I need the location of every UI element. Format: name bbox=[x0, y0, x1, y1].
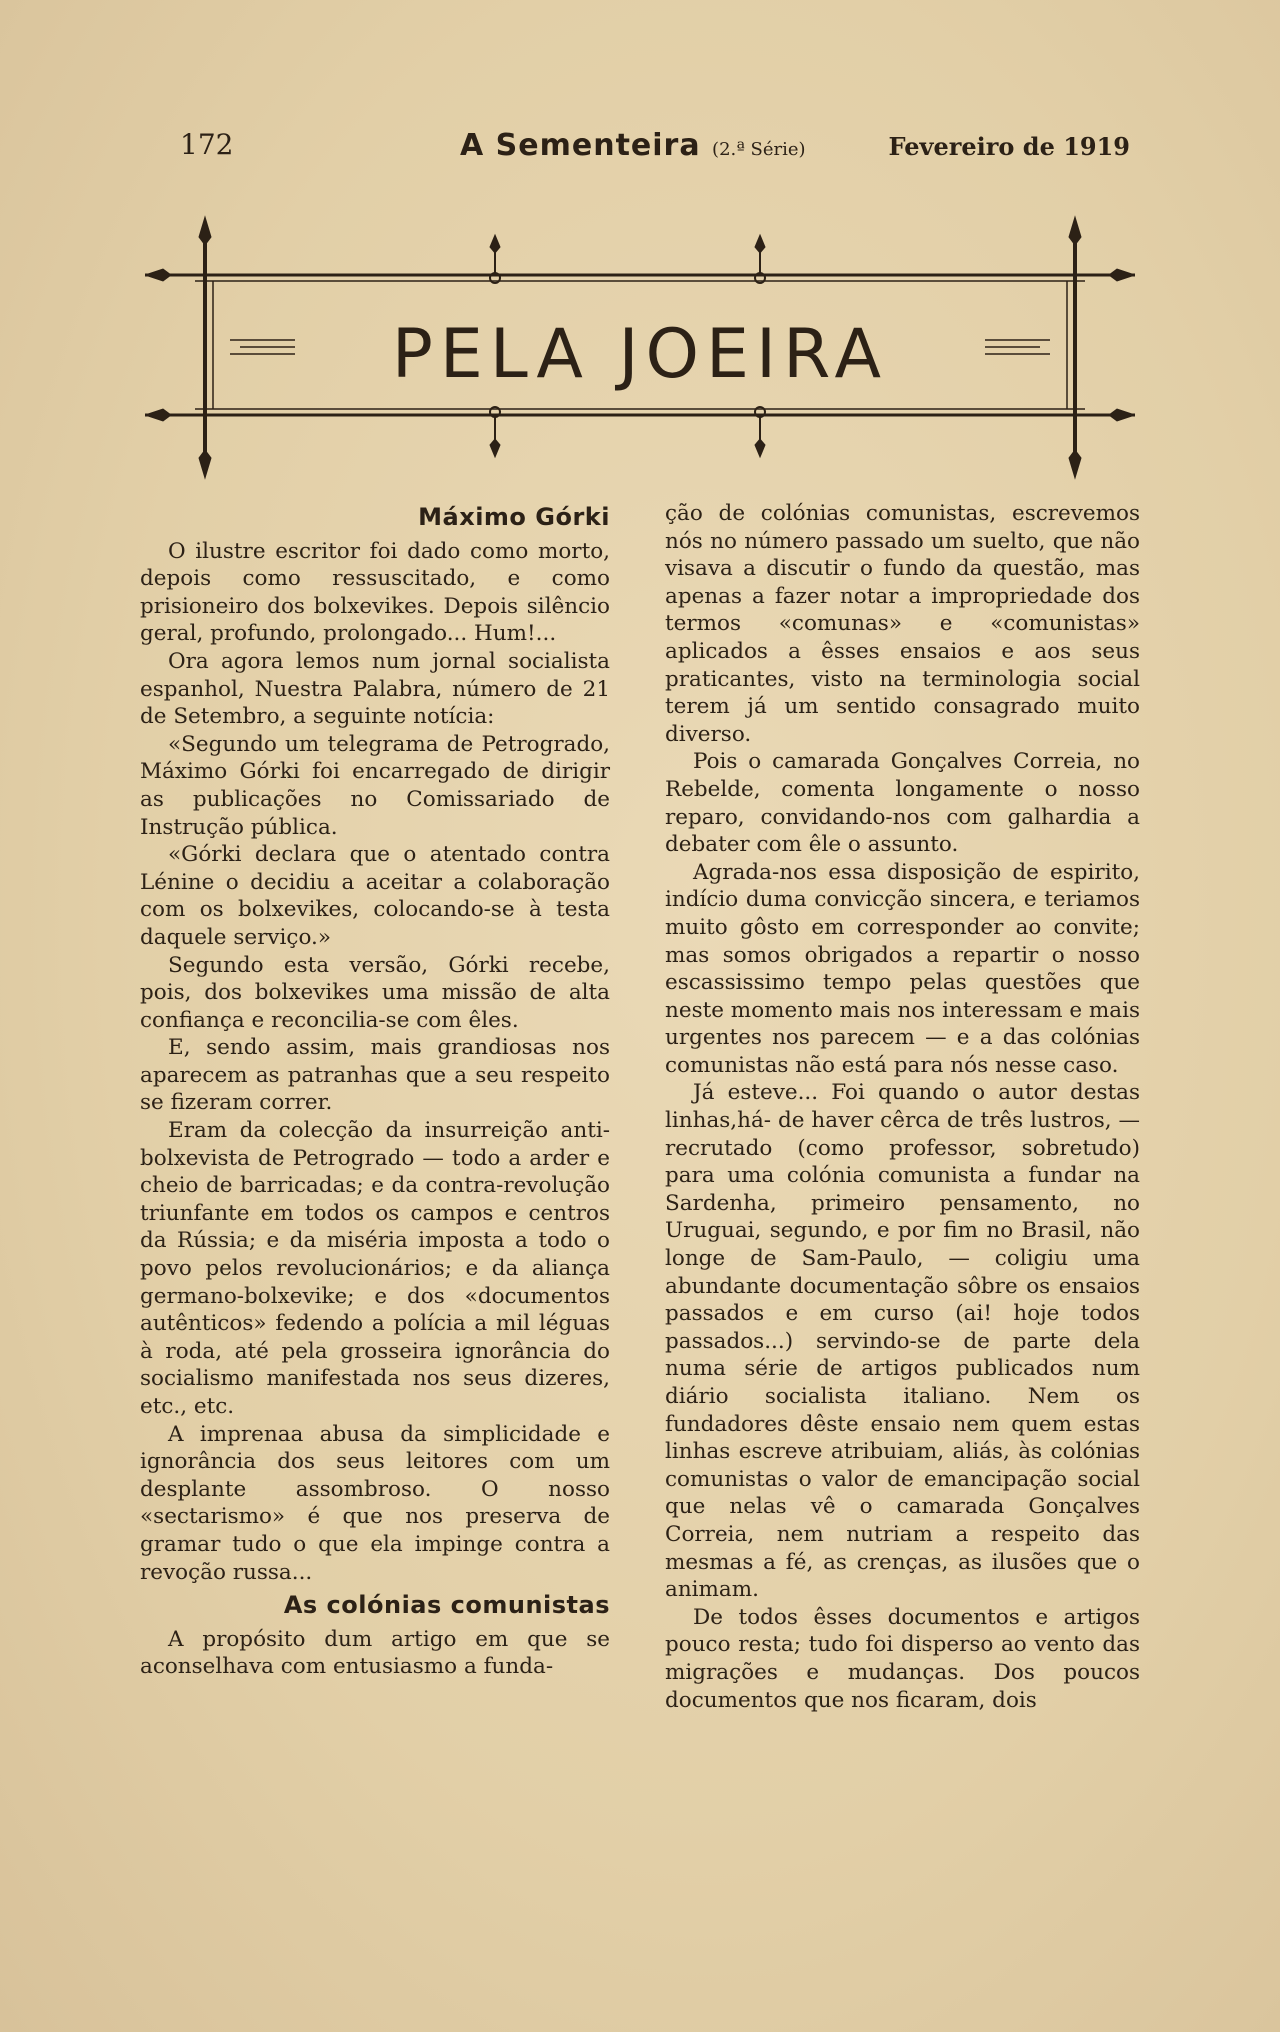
journal-title bbox=[460, 128, 806, 163]
series-label: (2.ª Série) bbox=[712, 139, 806, 160]
left-column bbox=[140, 500, 610, 1681]
section-banner bbox=[145, 215, 1135, 480]
article-paragraph: A imprenaa abusa da simplicidade e ignorância dos seus leitores com um desplante assombroso. O nosso «sectarismo» é que nos preserva de gramar tudo o que ela impinge contra a revoção russa... bbox=[140, 1421, 610, 1585]
article-paragraph: «Segundo um telegrama de Petrogrado, Máximo Górki foi encarregado de dirigir as publicações no Comissariado de Instrução pública. bbox=[140, 731, 610, 840]
issue-date: Fevereiro de 1919 bbox=[888, 132, 1130, 161]
right-column bbox=[665, 500, 1140, 1714]
article-paragraph: Agrada-nos essa disposição de espirito, indício duma convicção sincera, e teriamos muito gôsto em corresponder ao convite; mas somos obrigados a repartir o nosso escassissimo tempo pelas questões que neste momento mais nos interessam e mais urgentes nos parecem — e a das colónias comunistas não está para nós nesse caso. bbox=[665, 859, 1140, 1078]
article-paragraph: E, sendo assim, mais grandiosas nos aparecem as patranhas que a seu respeito se fizeram correr. bbox=[140, 1035, 610, 1116]
article-paragraph: O ilustre escritor foi dado como morto, depois como ressuscitado, e como prisioneiro dos bolxevikes. Depois silêncio geral, profundo, prolongado... Hum!... bbox=[140, 538, 610, 647]
article-heading: As colónias comunistas bbox=[283, 1591, 610, 1620]
article-paragraph: Pois o camarada Gonçalves Correia, no Rebelde, comenta longamente o nosso reparo, convidando-nos com galhardia a debater com êle o assunto. bbox=[665, 749, 1140, 858]
banner-title: PELA JOEIRA bbox=[391, 315, 889, 394]
article-paragraph: Ora agora lemos num jornal socialista espanhol, Nuestra Palabra, número de 21 de Setembro, a seguinte notícia: bbox=[140, 648, 610, 730]
article-paragraph: ção de colónias comunistas, escrevemos nós no número passado um suelto, que não visava a discutir o fundo da questão, mas apenas a fazer notar a impropriedade dos termos «comunas» e «comunistas» aplicados a êsses ensaios e aos seus praticantes, visto na terminologia social terem já um sentido consagrado muito diverso. bbox=[665, 501, 1140, 747]
article-paragraph: Já esteve... Foi quando o autor destas linhas,há- de haver cêrca de três lustros, — recrutado (como professor, sobretudo) para uma colónia comunista a fundar na Sardenha, primeiro pensamento, no Uruguai, segundo, e por fim no Brasil, não longe de Sam-Paulo, — coligiu uma abundante documentação sôbre os ensaios passados e em curso (ai! hoje todos passados...) servindo-se de parte dela numa série de artigos publicados num diário socialista italiano. Nem os fundadores dêste ensaio nem quem estas linhas escreve atribuiam, aliás, às colónias comunistas o valor de emancipação social que nelas vê o camarada Gonçalves Correia, nem nutriam a respeito das mesmas a fé, as crenças, as ilusões que o animam. bbox=[665, 1080, 1140, 1603]
article-heading: Máximo Górki bbox=[418, 503, 610, 531]
article-paragraph: De todos êsses documentos e artigos pouco resta; tudo foi disperso ao vento das migrações e mudanças. Dos poucos documentos que nos ficaram, dois bbox=[665, 1604, 1140, 1713]
article-paragraph: A propósito dum artigo em que se aconselhava com entusiasmo a funda- bbox=[140, 1626, 610, 1680]
page-number: 172 bbox=[180, 128, 234, 161]
running-head bbox=[140, 128, 1130, 178]
article-paragraph: «Górki declara que o atentado contra Lénine o decidiu a aceitar a colaboração com os bolxevikes, colocando-se à testa daquele serviço.» bbox=[140, 842, 610, 950]
article-paragraph: Eram da colecção da insurreição anti-bolxevista de Petrogrado — todo a arder e cheio de barricadas; e da contra-revolução triunfante em todos os campos e centros da Rússia; e da miséria imposta a todo o povo pelos revolucionários; e da aliança germano-bolxevike; e dos «documentos autênticos» fedendo a polícia a mil léguas à roda, até pela grosseira ignorância do socialismo manifestada nos seus dizeres, etc., etc. bbox=[140, 1118, 610, 1419]
journal-name: A Sementeira bbox=[460, 128, 701, 163]
article-paragraph: Segundo esta versão, Górki recebe, pois, dos bolxevikes uma missão de alta confiança e reconcilia-se com êles. bbox=[140, 952, 610, 1033]
